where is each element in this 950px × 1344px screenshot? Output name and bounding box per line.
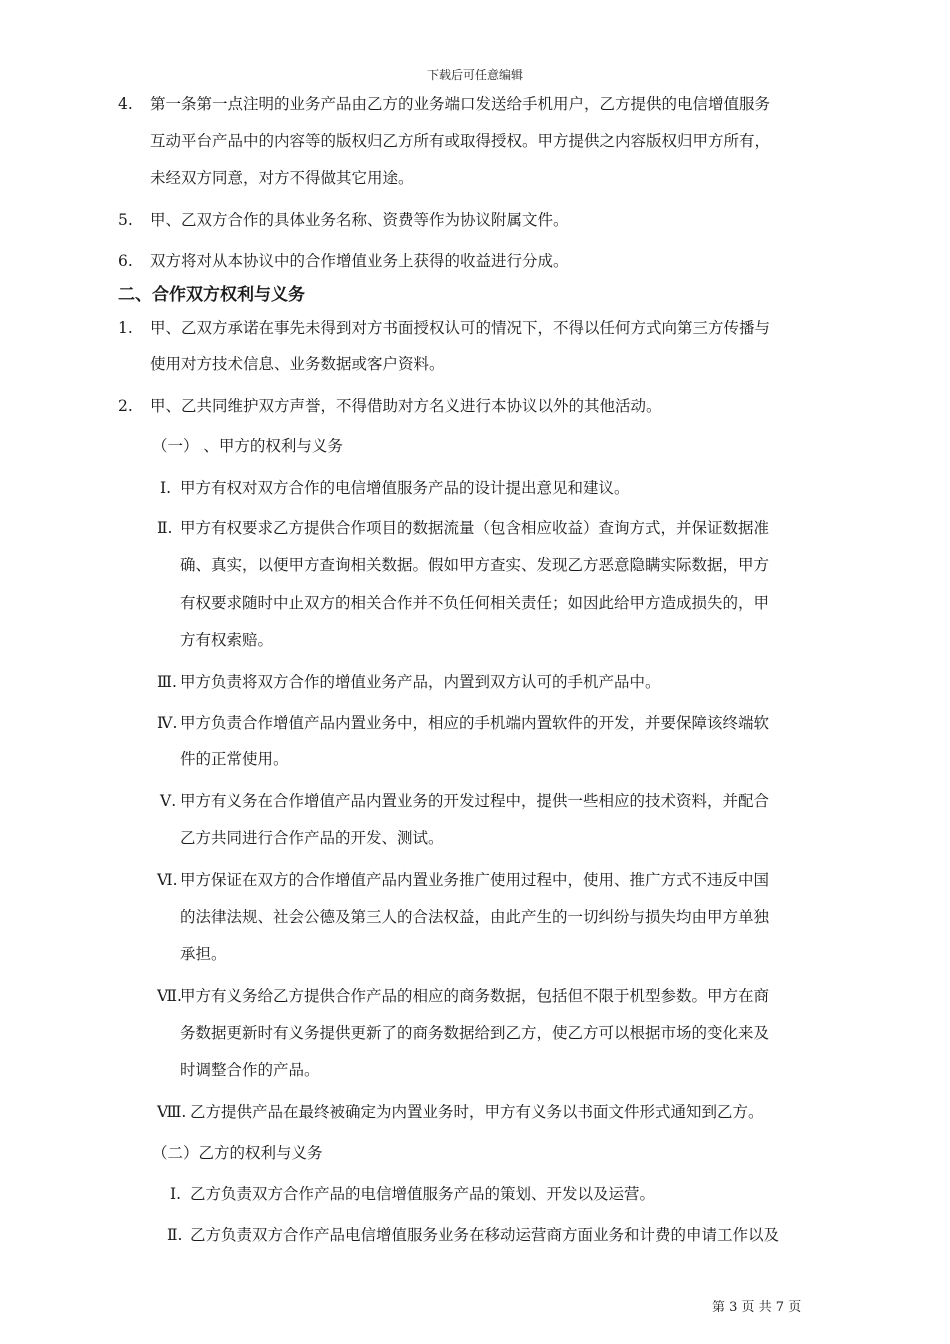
item-line: 第一条第一点注明的业务产品由乙方的业务端口发送给手机用户，乙方提供的电信增值服务 [150,95,771,113]
item-number: Ⅰ. [170,1185,182,1203]
item-line: 件的正常使用。 [180,750,289,768]
item-line: 互动平台产品中的内容等的版权归乙方所有或取得授权。甲方提供之内容版权归甲方所有， [150,132,771,150]
item-line: 有权要求随时中止双方的相关合作并不负任何相关责任；如因此给甲方造成损失的，甲 [180,594,770,612]
item-line: 甲方负责将双方合作的增值业务产品，内置到双方认可的手机产品中。 [180,673,661,691]
item-line: 甲、乙双方合作的具体业务名称、资费等作为协议附属文件。 [150,211,569,229]
subsection-title: （二）乙方的权利与义务 [152,1144,323,1162]
item-number: Ⅲ. [157,673,177,691]
item-line: 乙方负责双方合作产品电信增值服务业务在移动运营商方面业务和计费的申请工作以及 [190,1226,780,1244]
section-heading: 二、合作双方权利与义务 [118,285,305,305]
item-line: 乙方负责双方合作产品的电信增值服务产品的策划、开发以及运营。 [190,1185,656,1203]
page-header: 下载后可任意编辑 [426,68,523,82]
item-line: 的法律法规、社会公德及第三人的合法权益，由此产生的一切纠纷与损失均由甲方单独 [180,908,770,926]
item-line: 务数据更新时有义务提供更新了的商务数据给到乙方，使乙方可以根据市场的变化来及 [180,1024,770,1042]
item-line: 方有权索赔。 [180,631,274,649]
item-number: Ⅱ. [167,1226,183,1244]
item-line: 甲方有义务在合作增值产品内置业务的开发过程中，提供一些相应的技术资料，并配合 [180,792,770,810]
item-number: Ⅰ. [160,479,172,497]
item-line: 时调整合作的产品。 [180,1061,320,1079]
subsection-title: （一） 、甲方的权利与义务 [152,437,343,455]
item-line: 未经双方同意，对方不得做其它用途。 [150,169,414,187]
item-line: 甲方保证在双方的合作增值产品内置业务推广使用过程中，使用、推广方式不违反中国 [180,871,770,889]
item-line: 甲方有权对双方合作的电信增值服务产品的设计提出意见和建议。 [180,479,630,497]
item-number: Ⅱ. [157,519,173,537]
item-number: 5. [118,211,133,229]
item-number: Ⅷ. [157,1103,187,1121]
item-line: 甲方有权要求乙方提供合作项目的数据流量（包含相应收益）查询方式，并保证数据准 [180,519,770,537]
item-number: Ⅳ. [157,714,178,732]
item-line: 甲方负责合作增值产品内置业务中，相应的手机端内置软件的开发，并要保障该终端软 [180,714,770,732]
item-line: 甲、乙共同维护双方声誉，不得借助对方名义进行本协议以外的其他活动。 [150,397,662,415]
item-line: 确、真实，以便甲方查询相关数据。假如甲方查实、发现乙方恶意隐瞒实际数据，甲方 [180,556,770,574]
item-line: 乙方提供产品在最终被确定为内置业务时，甲方有义务以书面文件形式通知到乙方。 [190,1103,764,1121]
item-number: Ⅵ. [157,871,178,889]
page-footer: 第 3 页 共 7 页 [712,1300,802,1315]
item-number: Ⅶ. [157,987,182,1005]
item-line: 甲、乙双方承诺在事先未得到对方书面授权认可的情况下，不得以任何方式向第三方传播与 [150,319,771,337]
item-line: 甲方有义务给乙方提供合作产品的相应的商务数据，包括但不限于机型参数。甲方在商 [180,987,770,1005]
item-line: 双方将对从本协议中的合作增值业务上获得的收益进行分成。 [150,252,569,270]
item-number: 4. [118,95,133,113]
item-number: 1. [118,319,133,337]
item-number: 2. [118,397,133,415]
item-line: 承担。 [180,945,227,963]
item-line: 乙方共同进行合作产品的开发、测试。 [180,829,444,847]
item-number: 6. [118,252,133,270]
item-number: Ⅴ. [160,792,177,810]
item-line: 使用对方技术信息、业务数据或客户资料。 [150,355,445,373]
